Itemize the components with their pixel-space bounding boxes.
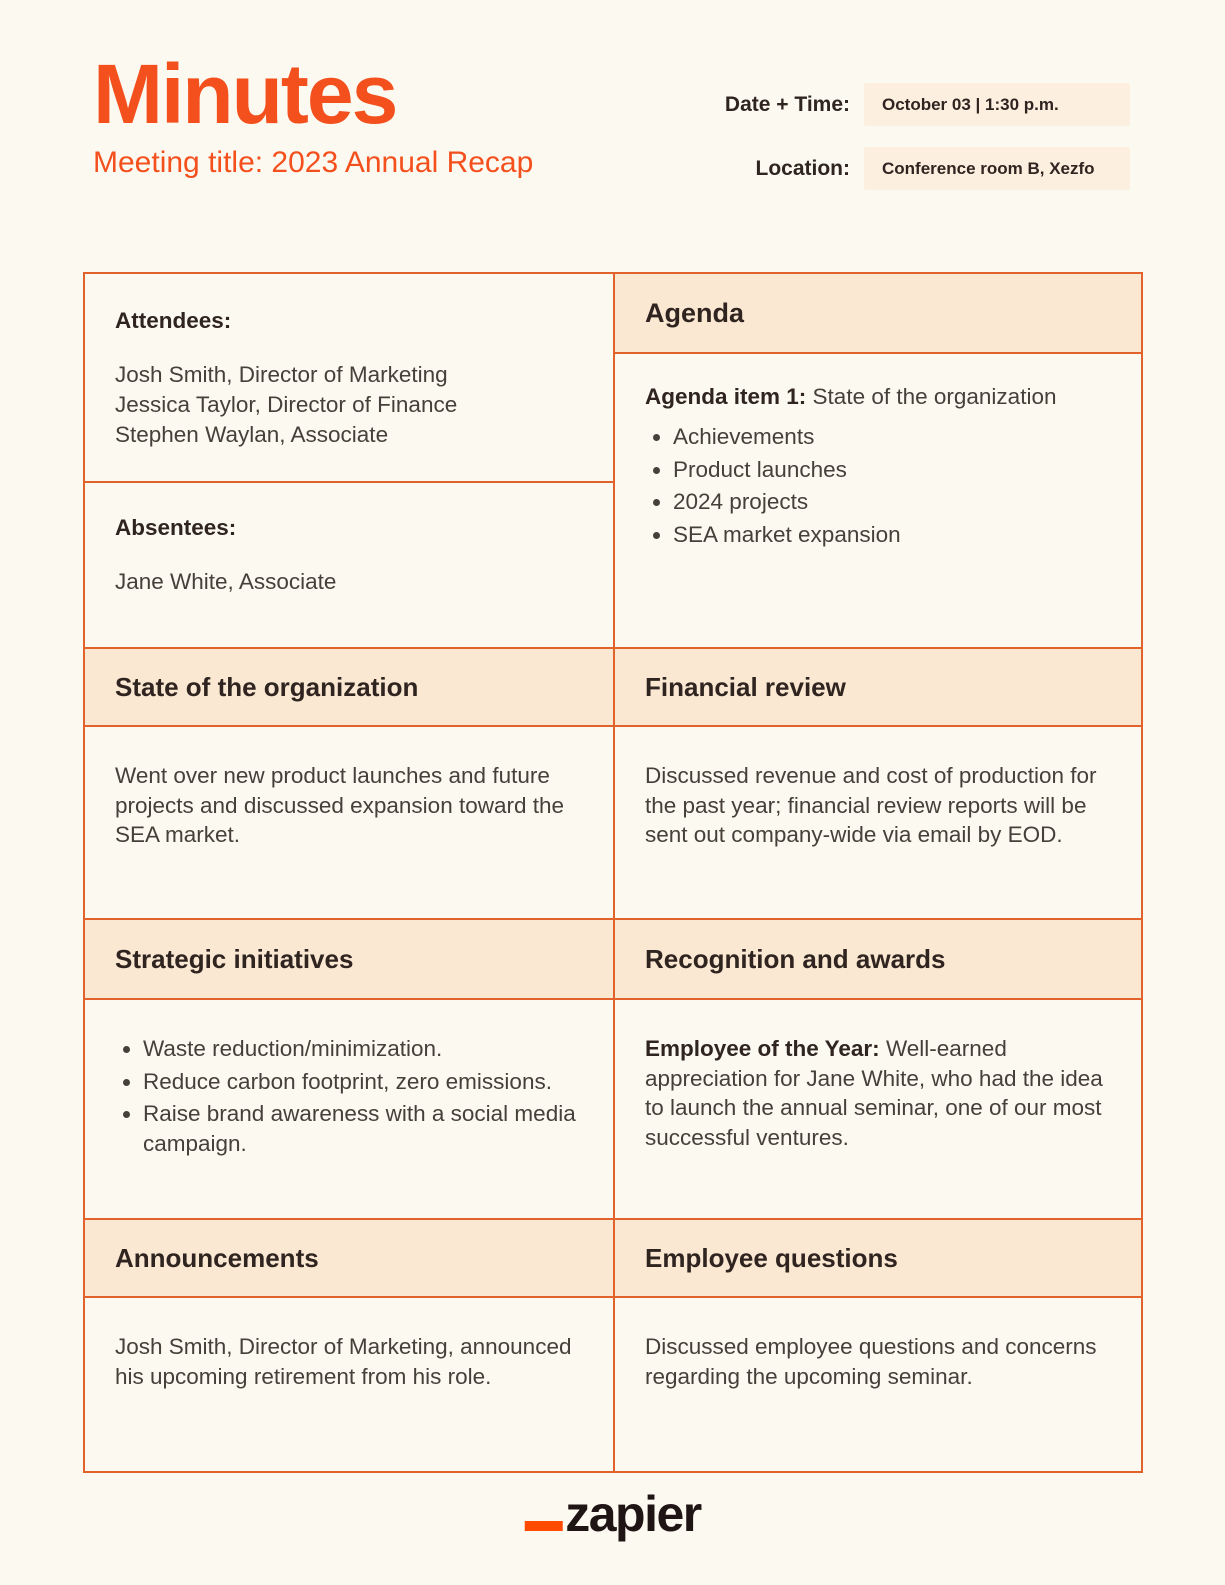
section-body-announcements (85, 1298, 613, 1471)
attendee-item: Jessica Taylor, Director of Finance (115, 392, 458, 418)
section-body-recognition-awards (613, 1000, 1141, 1218)
meeting-subtitle: Meeting title: 2023 Annual Recap (93, 146, 534, 180)
section-text (645, 1034, 1111, 1153)
logo-underscore-mark (524, 1521, 562, 1531)
location-value: Conference room B, Xezfo (864, 147, 1130, 190)
agenda-item-text: State of the organization (812, 384, 1057, 409)
absentee-item: Jane White, Associate (115, 569, 337, 594)
agenda-cell (613, 274, 1141, 647)
section-body-state-of-organization (85, 727, 613, 918)
section-text: Discussed revenue and cost of production for the past year; financial review reports will be sent out company-wide via email by EOD. (645, 763, 1097, 848)
attendees-label: Attendees: (115, 308, 232, 333)
section-header-state-of-organization: State of the organization (85, 649, 613, 725)
datetime-label: Date + Time: (724, 92, 850, 116)
page-title: Minutes (93, 47, 397, 141)
agenda-bullet: • Product launches (673, 455, 1111, 485)
section-text: Went over new product launches and future projects and discussed expansion toward the SEA market. (115, 763, 565, 848)
location-label: Location: (755, 156, 850, 180)
section-header-strategic-initiatives: Strategic initiatives (85, 920, 613, 998)
section-body-strategic-initiatives (85, 1000, 613, 1218)
section-header-financial-review: Financial review (613, 649, 1141, 725)
agenda-bullet: • Achievements (673, 422, 1111, 452)
absentees-cell (85, 483, 613, 647)
agenda-item-lead: Agenda item 1: (645, 384, 807, 409)
title-block (93, 48, 533, 180)
table-row (85, 998, 1141, 1218)
table-row (85, 1218, 1141, 1296)
logo-wordmark: zapier (565, 1486, 701, 1542)
strategic-bullet: • Raise brand awareness with a social media campaign. (143, 1099, 583, 1158)
section-header-announcements: Announcements (85, 1220, 613, 1296)
attendee-item: Josh Smith, Director of Marketing (115, 362, 448, 387)
table-row (85, 725, 1141, 918)
table-row (85, 647, 1141, 725)
datetime-value: October 03 | 1:30 p.m. (864, 83, 1130, 126)
strategic-bullet: • Reduce carbon footprint, zero emissions. (143, 1067, 583, 1097)
section-text: Josh Smith, Director of Marketing, announced his upcoming retirement from his role. (115, 1334, 572, 1389)
strategic-bullet-list (115, 1034, 583, 1159)
section-header-recognition-awards: Recognition and awards (613, 920, 1141, 998)
absentees-label: Absentees: (115, 515, 237, 540)
strategic-bullet: • Waste reduction/minimization. (143, 1034, 583, 1064)
agenda-title: Agenda (615, 274, 1141, 354)
section-header-employee-questions: Employee questions (613, 1220, 1141, 1296)
attendees-cell (85, 274, 613, 483)
agenda-bullet: • 2024 projects (673, 487, 1111, 517)
agenda-item-line (645, 384, 1111, 410)
table-row (85, 274, 1141, 647)
agenda-bullet-list (645, 422, 1111, 550)
meta-block (670, 83, 1130, 211)
attendee-item: Stephen Waylan, Associate (115, 422, 389, 448)
location-row (670, 147, 1130, 190)
datetime-row (670, 83, 1130, 126)
section-body-financial-review (613, 727, 1141, 918)
table-row (85, 918, 1141, 998)
employee-of-year-text: Well-earned appreciation for Jane White, who had the idea to launch the annual seminar, one of our most successful ventures. (645, 1036, 1103, 1151)
agenda-body (615, 354, 1141, 647)
table-row (85, 1296, 1141, 1471)
employee-of-year-lead: Employee of the Year: (645, 1036, 880, 1061)
section-text: Discussed employee questions and concerns regarding the upcoming seminar. (645, 1334, 1097, 1389)
minutes-table (83, 272, 1143, 1473)
zapier-logo (524, 1485, 701, 1543)
agenda-bullet: • SEA market expansion (673, 520, 1111, 550)
section-body-employee-questions (613, 1298, 1141, 1471)
attendance-cell (85, 274, 613, 647)
